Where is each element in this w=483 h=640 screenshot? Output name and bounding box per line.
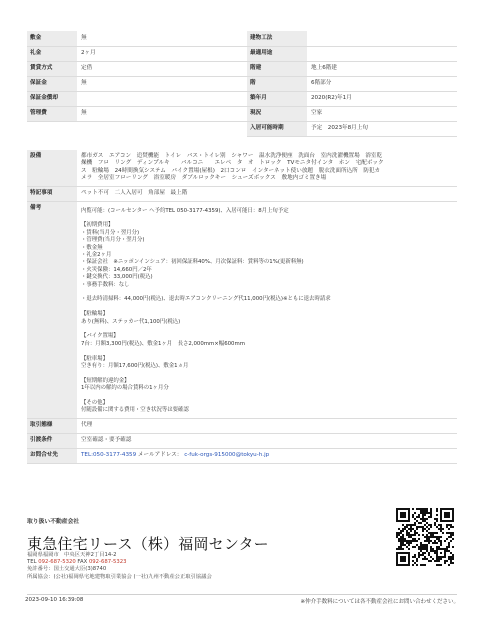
- remarks-line: [81, 304, 457, 311]
- remarks-line: [81, 370, 457, 377]
- remarks-line: あり(無料)、ステッカー代1,100円(税込): [81, 318, 181, 325]
- remarks-line: ・事務手数料：なし: [81, 281, 130, 288]
- key-money-value: 2ヶ月: [77, 46, 247, 61]
- management-fee-label: 管理費: [27, 106, 77, 121]
- table-row: [27, 76, 457, 91]
- equipment-line: 燥機 フロ リング ディンプルキ バルコニ エレベ タ オ トロック TVモニタ付インタ ホン 宅配ボック: [81, 160, 384, 167]
- construction-value: [307, 31, 457, 46]
- remarks-line: ・退去時清掃料：44,000円(税込)、退去時エアコンクリーニング代11,000円(税込)※ともに退去時請求: [81, 296, 331, 303]
- floor-label: 階: [247, 76, 307, 91]
- agency-tel-fax: [27, 559, 126, 566]
- table-row: [27, 150, 457, 186]
- guarantee-value: 無: [77, 76, 247, 91]
- contact-value: [77, 448, 457, 463]
- remarks-label: 備考: [27, 201, 77, 418]
- built-date-label: 築年月: [247, 91, 307, 106]
- property-details-table: [27, 150, 457, 464]
- remarks-line: 【その他】: [81, 400, 108, 407]
- special-notes-label: 特記事項: [27, 186, 77, 201]
- qr-code-icon[interactable]: [396, 508, 454, 566]
- guarantee-amortization-value: [77, 91, 247, 106]
- transaction-label: 取引態様: [27, 418, 77, 433]
- property-terms-table: [27, 31, 457, 137]
- guarantee-label: 保証金: [27, 76, 77, 91]
- usage-value: [307, 46, 457, 61]
- footer-divider: [27, 594, 457, 595]
- remarks-line: 付随設備に関する費用・空き状況等は要確認: [81, 407, 189, 414]
- remarks-line: 【バイク置場】: [81, 333, 119, 340]
- remarks-list: [81, 205, 457, 415]
- table-row: [27, 448, 457, 463]
- agency-fax: 092-687-5323: [88, 559, 127, 565]
- equipment-line: メラ 全居室フローリング 浴室暖房 ダブルロックキー シューズボックス 敷地内ゴミ置き場: [81, 175, 327, 182]
- contact-phone-link[interactable]: TEL:050-3177-4359: [81, 452, 137, 459]
- delivery-conditions-label: 引渡条件: [27, 433, 77, 448]
- status-label: 現況: [247, 106, 307, 121]
- remarks-line: 1年以内の解約の場合賃料の1ヶ月分: [81, 385, 169, 392]
- agency-tel[interactable]: 092-687-5320: [38, 559, 76, 565]
- lease-type-value: 定借: [77, 61, 247, 76]
- remarks-line: ・火災保険：14,660円／2年: [81, 266, 152, 273]
- remarks-line: 【短期解約違約金】: [81, 377, 130, 384]
- remarks-line: ・賃料(当月分・翌月分): [81, 229, 140, 236]
- move-in-value: 予定 2023年8月上旬: [307, 121, 457, 136]
- lease-type-label: 賃貸方式: [27, 61, 77, 76]
- remarks-line: 【駐車場】: [81, 355, 108, 362]
- agency-section-label: 取り扱い不動産会社: [27, 519, 80, 525]
- table-row: [27, 46, 457, 61]
- remarks-line: [81, 215, 457, 222]
- remarks-line: [81, 393, 457, 400]
- tel-prefix: TEL: [27, 559, 39, 565]
- equipment-line: 都市ガス エアコン 追焚機能 トイレ バス・トイレ別 シャワー 温水洗浄便座 洗面台 室内洗濯機置場 浴室乾: [81, 153, 383, 159]
- table-row: [27, 106, 457, 121]
- remarks-line: ・敷金無: [81, 244, 103, 251]
- equipment-value: [77, 150, 457, 186]
- remarks-line: 【初期費用】: [81, 222, 114, 229]
- transaction-value: 代理: [77, 418, 457, 433]
- table-row: [27, 418, 457, 433]
- remarks-value: [77, 201, 457, 418]
- table-row: [27, 186, 457, 201]
- remarks-line: 内覧可能：(コールセンター へ予約TEL 050-3177-4359)、入居可能日：8月上旬予定: [81, 207, 289, 214]
- empty-cell: [27, 121, 77, 136]
- contact-email-link[interactable]: c-fuk-orgs-915000@tokyu-h.jp: [184, 452, 270, 459]
- remarks-line: [81, 326, 457, 333]
- floors-label: 階建: [247, 61, 307, 76]
- empty-cell: [77, 121, 247, 136]
- floor-value: 6階部分: [307, 76, 457, 91]
- agency-license: 免許番号：国土交通大臣(3)8740: [27, 566, 107, 572]
- equipment-label: 設備: [27, 150, 77, 186]
- remarks-line: 【駐輪場】: [81, 311, 108, 318]
- table-row: [27, 31, 457, 46]
- remarks-line: [81, 348, 457, 355]
- print-timestamp: 2023-09-10 16:39:08: [25, 597, 84, 603]
- delivery-conditions-value: 空室確認・要予確認: [77, 433, 457, 448]
- remarks-line: ・管理費(当月分・翌月分): [81, 237, 145, 244]
- remarks-line: ・鍵交換代：33,000円(税込): [81, 274, 153, 281]
- table-row: [27, 61, 457, 76]
- move-in-label: 入居可能時期: [247, 121, 307, 136]
- remarks-line: ・礼金2ヶ月: [81, 252, 112, 259]
- table-row: [27, 201, 457, 418]
- agency-address: 福岡県福岡市 中央区天神2丁目14-2: [27, 552, 117, 558]
- usage-label: 最適用途: [247, 46, 307, 61]
- special-notes-value: ペット不可 二人入居可 角部屋 最上階: [77, 186, 457, 201]
- management-fee-value: 無: [77, 106, 247, 121]
- deposit-value: 無: [77, 31, 247, 46]
- agency-association: 所属協会：(公社)福岡県宅地建物取引業協会 (一社)九州不動産公正取引協議会: [27, 574, 212, 580]
- table-row: [27, 433, 457, 448]
- remarks-line: 空き有り：月額17,600円(税込)、敷金1ヵ月: [81, 363, 189, 370]
- equipment-line: ス 駐輪場 24時間換気システム バイク置場(屋根) 2口コンロ インターネット使い放題 脱衣洗面所込所 防犯カ: [81, 167, 381, 174]
- footer-note: ※仲介手数料については各不動産会社にお問い合わせください。: [300, 599, 459, 605]
- contact-label: お問合せ先: [27, 448, 77, 463]
- remarks-line: 7台：月額3,300円(税込)、敷金1ヶ月 長さ2,000mm×幅600mm: [81, 340, 245, 347]
- remarks-line: ・保証会社 ※ニッポンインシュア：初回保証料40%、月次保証料：賃料等の1%(更新料無): [81, 259, 304, 266]
- built-date-value: 2020(R2)年1月: [307, 91, 457, 106]
- key-money-label: 礼金: [27, 46, 77, 61]
- fax-prefix: FAX: [75, 559, 89, 565]
- company-name: 東急住宅リース（株）福岡センター: [27, 535, 269, 553]
- guarantee-amortization-label: 保証金償却: [27, 91, 77, 106]
- contact-mail-prefix: メールアドレス：: [137, 452, 183, 459]
- table-row: [27, 121, 457, 136]
- status-value: 空家: [307, 106, 457, 121]
- table-row: [27, 91, 457, 106]
- floors-value: 地上6階建: [307, 61, 457, 76]
- construction-label: 建物工法: [247, 31, 307, 46]
- deposit-label: 敷金: [27, 31, 77, 46]
